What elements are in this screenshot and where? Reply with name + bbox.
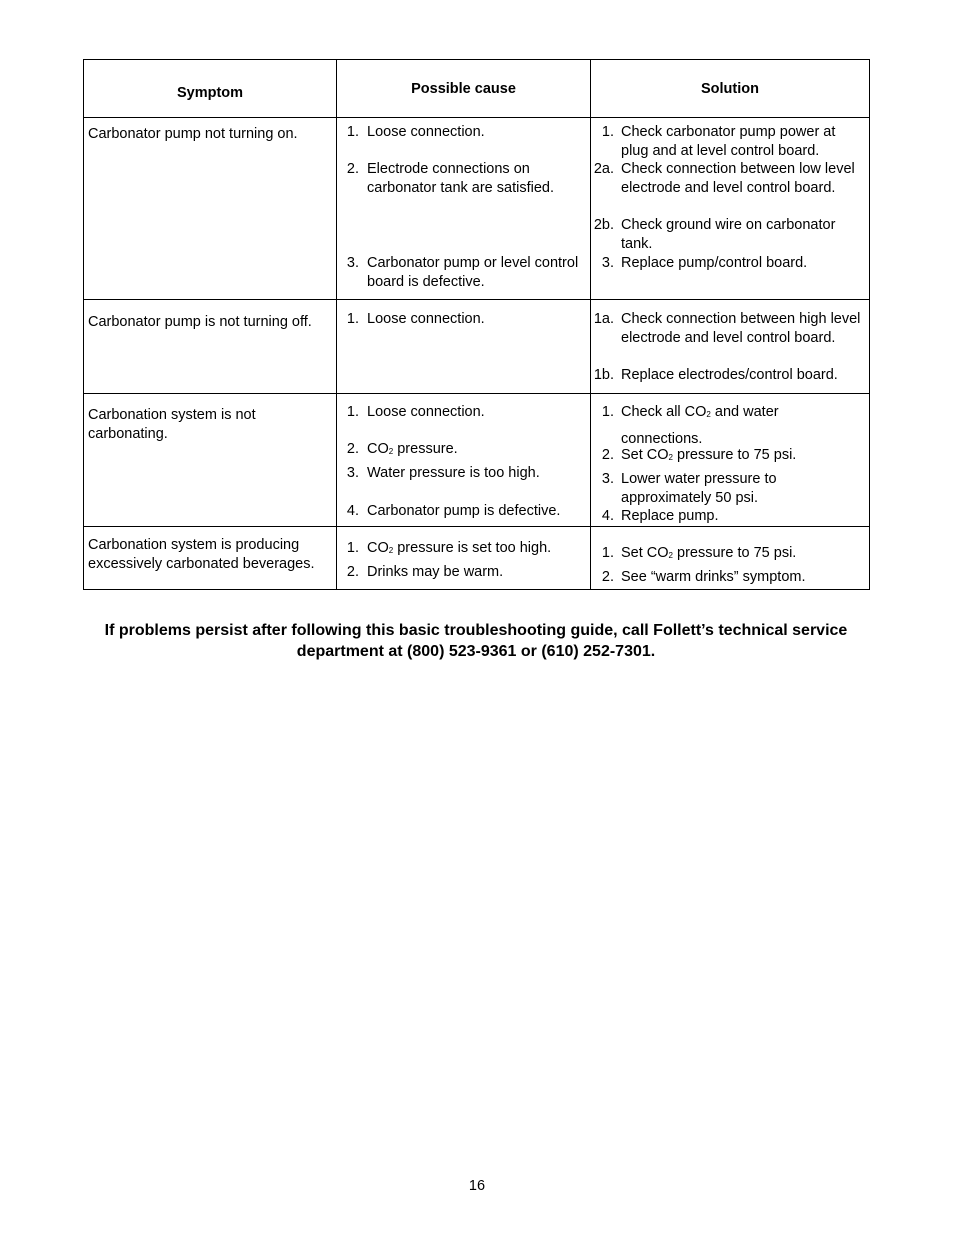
cause-item: 1. $CO_2$ pressure is set too high. — [346, 540, 552, 556]
solution-item: 1. Check all $CO_2$ and water connections. — [601, 404, 779, 447]
table-row — [84, 300, 870, 394]
header-symptom: Symptom — [84, 60, 337, 118]
symptom-cell: Carbonation system is not carbonating. — [88, 407, 256, 442]
solution-item: 1b. Replace electrodes/control board. — [593, 367, 838, 383]
solution-item: 4. Replace pump. — [601, 508, 719, 524]
solution-item: 3. Lower water pressure to approximately 50 psi. — [601, 471, 777, 506]
solution-item: 3. Replace pump/control board. — [601, 255, 808, 271]
symptom-cell: Carbonator pump is not turning off. — [88, 314, 312, 330]
header-solution: Solution — [591, 60, 870, 118]
solution-item: 2. See “warm drinks” symptom. — [601, 569, 806, 585]
cause-item: 4. Carbonator pump is defective. — [346, 503, 561, 519]
table-row — [84, 118, 870, 300]
cause-item: 2. $CO_2$ pressure. — [346, 441, 458, 457]
cause-item: 1. Loose connection. — [346, 404, 485, 420]
table-row — [84, 527, 870, 590]
cause-item: 2. Drinks may be warm. — [346, 564, 504, 580]
cause-item: 3. Water pressure is too high. — [346, 465, 540, 481]
solution-item: 1a. Check connection between high level electrode and level control board. — [593, 311, 861, 346]
troubleshooting-table — [83, 59, 870, 590]
solution-item: 2a. Check connection between low level electrode and level control board. — [593, 161, 855, 196]
table-row — [84, 394, 870, 527]
solution-item: 1. Set $CO_2$ pressure to 75 psi. — [601, 545, 797, 561]
solution-item: 1. Check carbonator pump power at plug and at level control board. — [601, 124, 836, 159]
symptom-cell: Carbonator pump not turning on. — [88, 126, 298, 142]
table-header-row — [84, 60, 870, 118]
solution-item: 2. Set $CO_2$ pressure to 75 psi. — [601, 447, 797, 463]
header-possible-cause: Possible cause — [337, 60, 591, 118]
cause-item: 1. Loose connection. — [346, 124, 485, 140]
cause-item: 3. Carbonator pump or level control board is defective. — [346, 255, 579, 290]
cause-item: 1. Loose connection. — [346, 311, 485, 327]
solution-item: 2b. Check ground wire on carbonator tank. — [593, 217, 836, 252]
support-contact-note: If problems persist after following this basic troubleshooting guide, call Follett’s technical service department at (800) 523-9361 or (610) 252-7301. — [104, 622, 848, 660]
symptom-cell: Carbonation system is producing excessively carbonated beverages. — [88, 537, 315, 572]
cause-item: 2. Electrode connections on carbonator tank are satisfied. — [346, 161, 554, 196]
page-number: 16 — [468, 1178, 486, 1194]
